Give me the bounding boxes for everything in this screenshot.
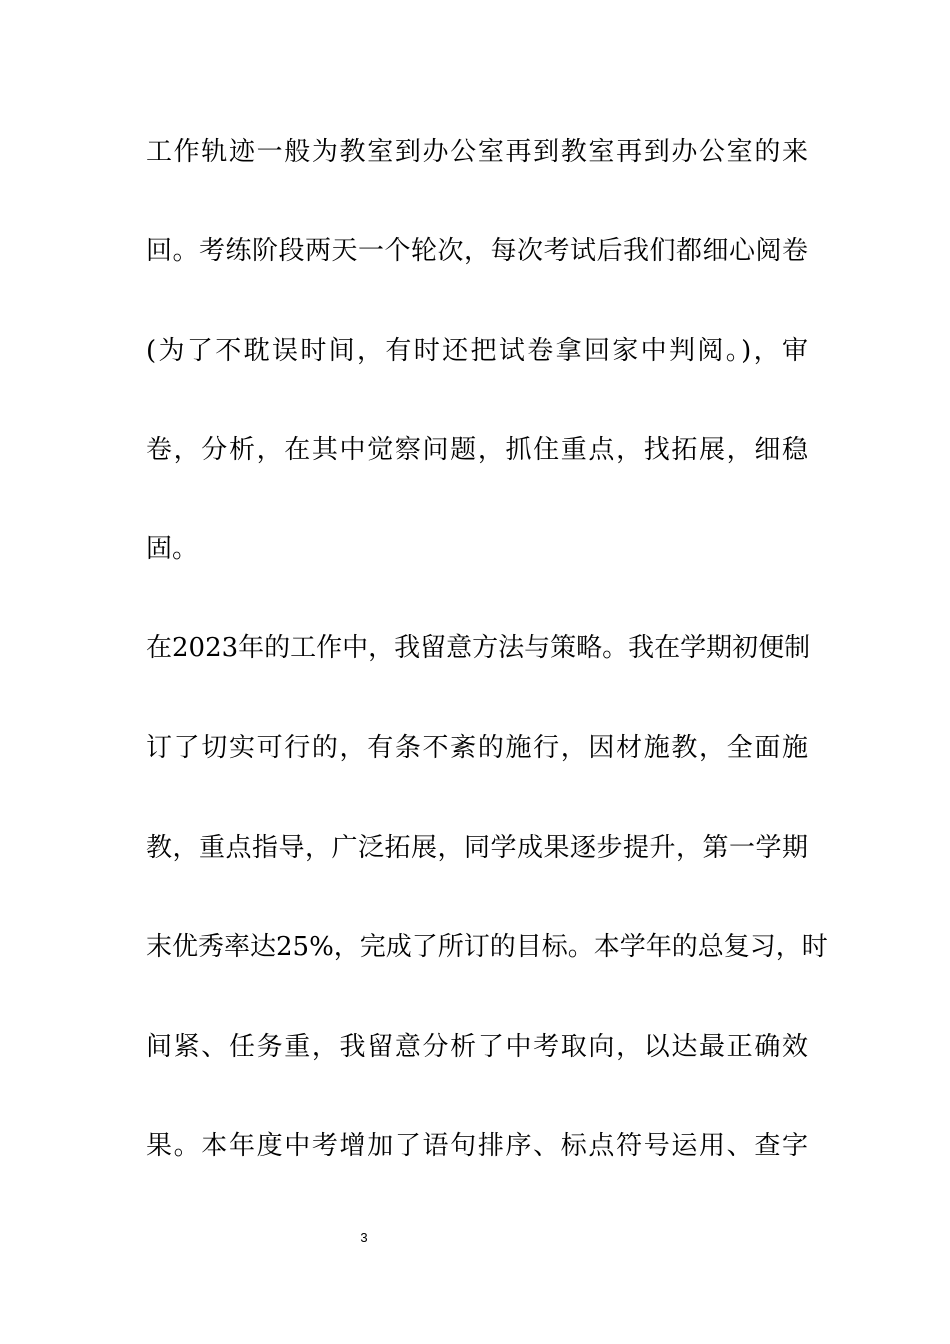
text-line-8: 教，重点指导，广泛拓展，同学成果逐步提升，第一学期 xyxy=(146,833,808,863)
text-line-3: (为了不耽误时间，有时还把试卷拿回家中判阅。)，审 xyxy=(146,336,808,366)
text-line-2: 回。考练阶段两天一个轮次，每次考试后我们都细心阅卷 xyxy=(146,236,808,266)
text-line-7: 订了切实可行的，有条不紊的施行，因材施教，全面施 xyxy=(146,733,808,763)
text-line-10: 间紧、任务重，我留意分析了中考取向，以达最正确效 xyxy=(146,1032,808,1062)
text-line-4: 卷，分析，在其中觉察问题，抓住重点，找拓展，细稳 xyxy=(146,435,808,465)
text-line-5: 固。 xyxy=(146,534,199,564)
text-line-1: 工作轨迹一般为教室到办公室再到教室再到办公室的来 xyxy=(146,137,808,167)
text-line-6: 在2023年的工作中，我留意方法与策略。我在学期初便制 xyxy=(146,633,811,663)
page-number: 3 xyxy=(360,1230,368,1245)
text-line-11: 果。本年度中考增加了语句排序、标点符号运用、查字 xyxy=(146,1131,808,1161)
text-line-9: 末优秀率达25%，完成了所订的目标。本学年的总复习，时 xyxy=(146,932,828,962)
